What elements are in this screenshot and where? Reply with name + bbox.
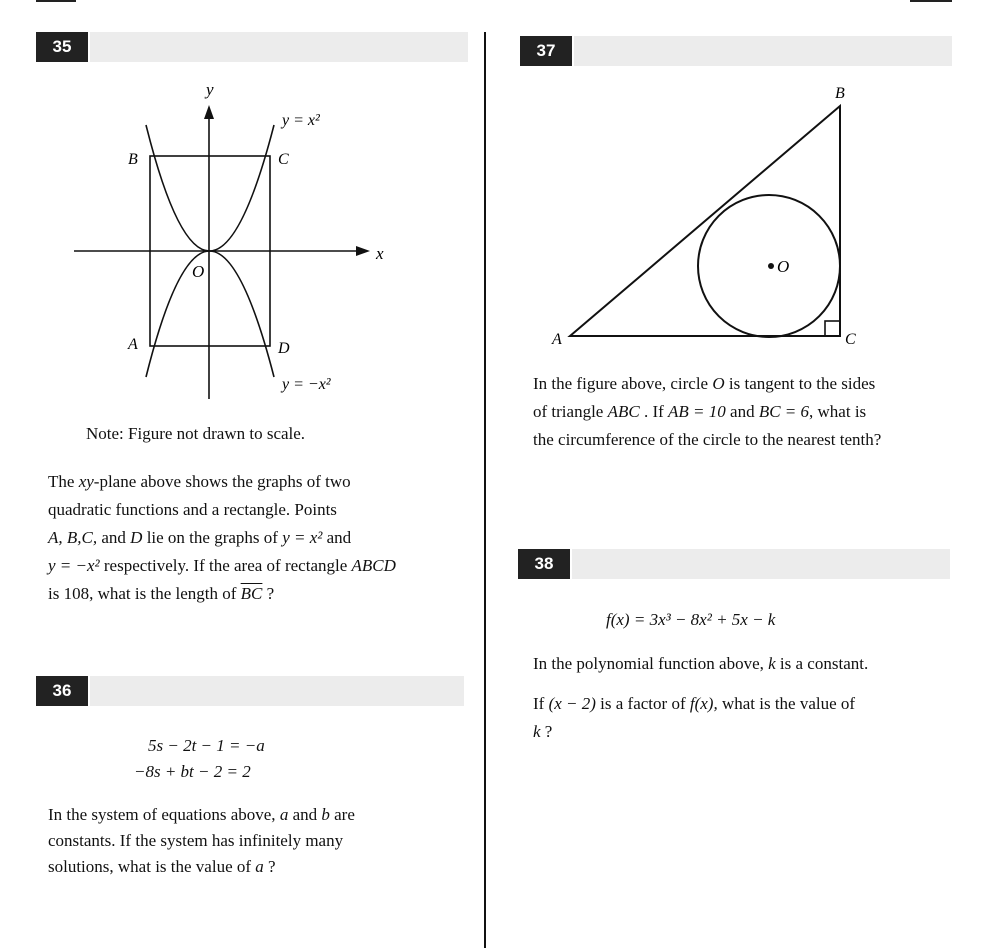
q38-line-2: If (x − 2) is a factor of f(x), what is the value of <box>533 694 856 713</box>
x-axis-arrow <box>356 246 370 256</box>
q35-line-4: y = −x² respectively. If the area of rectangle ABCD <box>48 556 396 575</box>
triangle-incircle-figure <box>540 78 880 358</box>
question-36-text <box>48 802 468 880</box>
point-c-label: C <box>278 151 289 168</box>
y-axis-arrow <box>204 105 214 119</box>
q36-line-2: constants. If the system has infinitely many <box>48 831 344 850</box>
center-label: O <box>777 257 790 276</box>
right-angle-mark <box>825 321 840 336</box>
parabola-rectangle-figure <box>60 75 400 405</box>
center-dot <box>768 263 774 269</box>
point-c-label: C <box>845 331 856 348</box>
equation-2: −8s + bt − 2 = 2 <box>134 762 251 781</box>
equation-1: 5s − 2t − 1 = −a <box>148 736 265 755</box>
q37-line-2: of triangle ABC . If AB = 10 and BC = 6, what is <box>533 402 867 421</box>
point-b-label: B <box>835 85 845 102</box>
polynomial-function: f(x) = 3x³ − 8x² + 5x − k <box>606 610 776 629</box>
q37-line-1: In the figure above, circle O is tangent to the sides <box>533 374 876 393</box>
y-axis-label: y <box>206 80 214 99</box>
q36-line-3: solutions, what is the value of a ? <box>48 857 276 876</box>
top-rule-right <box>910 0 952 2</box>
parabola-lower <box>146 251 274 377</box>
parabola-upper <box>146 125 274 251</box>
question-38-text <box>533 650 973 746</box>
q35-line-1: The xy-plane above shows the graphs of two <box>48 472 351 491</box>
figure-note: Note: Figure not drawn to scale. <box>86 424 306 443</box>
x-axis-label: x <box>376 244 384 263</box>
question-35-text <box>48 468 468 608</box>
top-rule-left <box>36 0 76 2</box>
question-header-bar-36 <box>90 676 464 706</box>
point-a-label: A <box>128 336 138 353</box>
point-d-label: D <box>278 340 290 357</box>
origin-label: O <box>192 262 205 281</box>
question-number-38: 38 <box>518 549 570 579</box>
question-number-37: 37 <box>520 36 572 66</box>
question-header-bar-38 <box>572 549 950 579</box>
q38-line-1: In the polynomial function above, k is a constant. <box>533 654 869 673</box>
lower-curve-label: y = −x² <box>282 376 331 393</box>
question-header-bar-35 <box>90 32 468 62</box>
point-b-label: B <box>128 151 138 168</box>
q35-line-3: A, B,C, and D lie on the graphs of y = x² and <box>48 528 352 547</box>
q36-line-1: In the system of equations above, a and b are <box>48 805 355 824</box>
question-37-text <box>533 370 973 454</box>
question-number-36: 36 <box>36 676 88 706</box>
point-a-label: A <box>552 331 562 348</box>
q37-line-3: the circumference of the circle to the nearest tenth? <box>533 430 882 449</box>
q35-line-5: is 108, what is the length of $\overline{BC}$ ? <box>48 584 275 603</box>
triangle-abc <box>570 106 840 336</box>
q38-line-3: k ? <box>533 722 553 741</box>
question-number-35: 35 <box>36 32 88 62</box>
question-header-bar-37 <box>574 36 952 66</box>
column-divider <box>484 32 486 948</box>
upper-curve-label: y = x² <box>282 112 320 129</box>
q35-line-2: quadratic functions and a rectangle. Points <box>48 500 337 519</box>
